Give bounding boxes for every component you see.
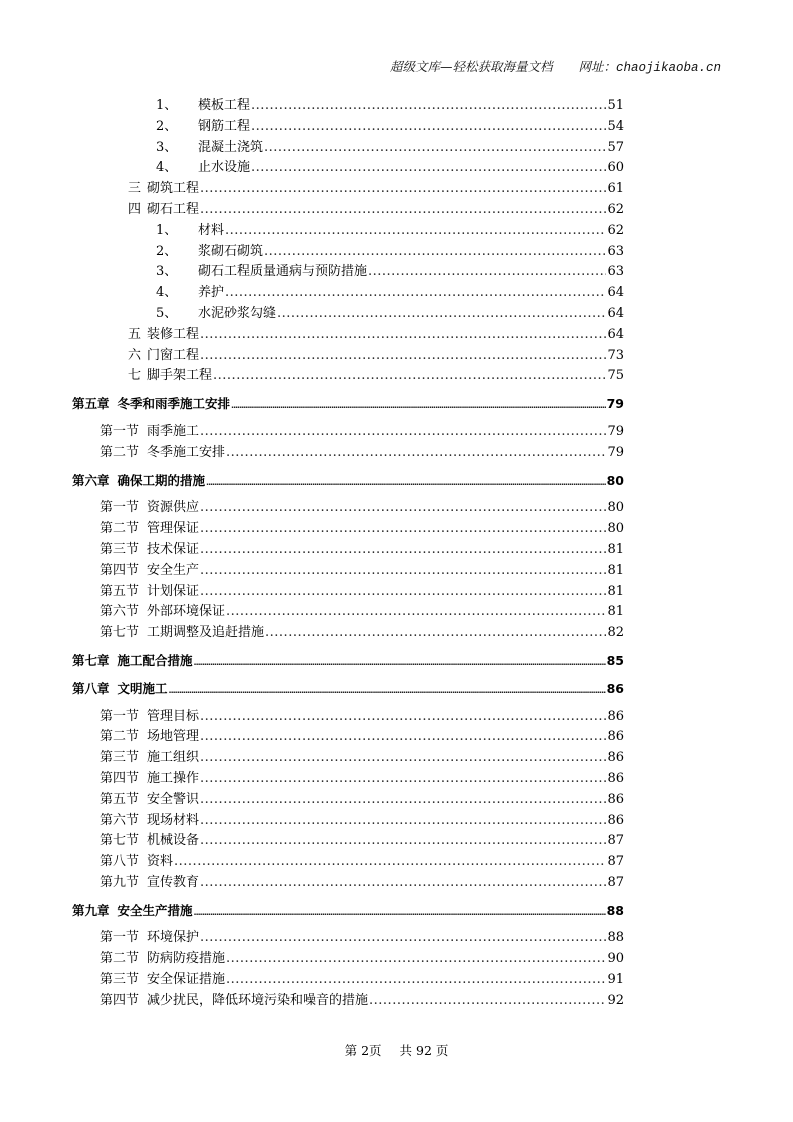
toc-entry-number: 第三节 [100, 972, 140, 988]
toc-entry-number: 第五节 [100, 583, 140, 599]
toc-entry-page: 62 [607, 222, 624, 238]
toc-entry[interactable] [72, 498, 624, 519]
toc-entry-page: 87 [607, 833, 624, 849]
toc-entry-page: 85 [606, 652, 624, 668]
toc-entry-label [156, 158, 250, 179]
toc-entry-title: 模板工程 [198, 98, 251, 113]
dot-leader [200, 498, 606, 519]
dot-leader [251, 158, 606, 179]
toc-entry-number: 第四节 [100, 770, 140, 786]
toc-entry-label [100, 873, 199, 894]
dot-leader [200, 519, 606, 540]
dot-leader [174, 852, 606, 873]
toc-entry-page: 64 [607, 326, 624, 342]
dot-leader [225, 283, 606, 304]
dot-leader [200, 790, 606, 811]
dot-leader [194, 903, 606, 924]
toc-entry-label [156, 138, 263, 159]
toc-entry-title: 宣传教育 [147, 874, 200, 890]
toc-entry-page: 88 [606, 902, 624, 918]
toc-entry-page: 80 [607, 500, 624, 516]
toc-entry-number: 3、 [156, 264, 178, 280]
toc-entry-label [72, 471, 205, 492]
dot-leader [206, 473, 606, 494]
toc-entry-number: 第四节 [100, 992, 140, 1008]
toc-entry-title: 安全生产措施 [117, 902, 193, 918]
toc-entry-title: 砌石工程质量通病与预防措施 [198, 264, 368, 280]
toc-entry-label [100, 790, 199, 811]
toc-entry-label [72, 394, 230, 415]
toc-entry[interactable] [72, 582, 624, 603]
toc-entry-page: 73 [607, 347, 624, 363]
toc-entry[interactable] [72, 158, 624, 179]
toc-entry-page: 81 [607, 541, 624, 557]
dot-leader [194, 653, 606, 674]
toc-entry-page: 82 [607, 625, 624, 641]
toc-entry-label [156, 283, 224, 304]
toc-entry-page: 88 [607, 930, 624, 946]
toc-entry-title: 资源供应 [147, 500, 200, 516]
toc-entry[interactable] [72, 422, 624, 443]
toc-entry[interactable] [72, 602, 624, 623]
dot-leader [200, 325, 606, 346]
current-page: 第 2页 [344, 1043, 382, 1058]
toc-entry-number: 1、 [156, 98, 178, 113]
toc-entry[interactable] [72, 831, 624, 852]
toc-entry-number: 第五章 [72, 396, 110, 412]
toc-entry-title: 材料 [198, 222, 225, 238]
toc-entry[interactable] [72, 928, 624, 949]
toc-entry[interactable] [72, 519, 624, 540]
toc-entry-title: 施工操作 [147, 770, 200, 786]
toc-entry-number: 第六节 [100, 604, 140, 620]
toc-entry-label [100, 970, 225, 991]
page-footer [0, 1041, 793, 1059]
toc-entry-page: 64 [607, 305, 624, 321]
toc-entry[interactable] [72, 790, 624, 811]
toc-entry-label [100, 519, 199, 540]
dot-leader [265, 623, 606, 644]
dot-leader [231, 396, 606, 417]
dot-leader [368, 262, 606, 283]
toc-entry[interactable] [72, 138, 624, 159]
toc-entry[interactable] [72, 221, 624, 242]
toc-entry-label [100, 422, 199, 443]
toc-entry[interactable] [72, 727, 624, 748]
toc-entry-number: 第六节 [100, 812, 140, 828]
toc-entry-title: 砌筑工程 [147, 181, 200, 197]
toc-entry-page: 64 [607, 285, 624, 301]
dot-leader [200, 540, 606, 561]
toc-entry-page: 79 [607, 444, 624, 460]
toc-entry-number: 第一节 [100, 423, 140, 439]
toc-entry-title: 水泥砂浆勾缝 [198, 305, 277, 321]
dot-leader [200, 928, 606, 949]
toc-entry-page: 86 [607, 770, 624, 786]
toc-entry-title: 计划保证 [147, 583, 200, 599]
toc-entry-number: 第五节 [100, 791, 140, 807]
dot-leader [200, 727, 606, 748]
toc-entry-title: 防病防疫措施 [147, 951, 226, 967]
toc-entry-label [72, 901, 193, 922]
toc-entry-label [72, 651, 193, 672]
toc-entry[interactable] [72, 200, 624, 221]
toc-chapter-entry[interactable] [72, 651, 624, 672]
toc-entry-label [100, 928, 199, 949]
toc-entry[interactable] [72, 949, 624, 970]
toc-entry-label [72, 679, 168, 700]
toc-entry-title: 场地管理 [147, 729, 200, 745]
toc-entry-page: 54 [607, 118, 624, 134]
toc-entry-title: 安全保证措施 [147, 972, 226, 988]
toc-entry-number: 第一节 [100, 500, 140, 516]
toc-entry-number: 2、 [156, 118, 178, 134]
toc-entry-title: 冬季施工安排 [147, 444, 226, 460]
toc-entry-number: 第二节 [100, 729, 140, 745]
dot-leader [251, 96, 606, 117]
toc-entry-title: 外部环境保证 [147, 604, 226, 620]
toc-entry-label [128, 366, 212, 387]
toc-entry-number: 5、 [156, 305, 178, 321]
toc-entry-title: 雨季施工 [147, 423, 200, 439]
toc-entry-title: 资料 [147, 854, 174, 870]
toc-entry[interactable] [72, 769, 624, 790]
toc-entry-title: 混凝土浇筑 [198, 139, 264, 155]
header-url[interactable]: 网址：chaojikaoba.cn [578, 61, 721, 75]
toc-entry-title: 技术保证 [147, 541, 200, 557]
toc-entry-page: 90 [607, 951, 624, 967]
toc-entry[interactable] [72, 561, 624, 582]
toc-entry-title: 安全生产 [147, 562, 200, 578]
toc-entry-title: 管理保证 [147, 521, 200, 537]
toc-entry-label [100, 852, 173, 873]
dot-leader [225, 221, 606, 242]
dot-leader [200, 831, 606, 852]
toc-entry-label [100, 443, 225, 464]
toc-entry-label [100, 582, 199, 603]
dot-leader [200, 179, 606, 200]
toc-entry-number: 3、 [156, 139, 178, 155]
toc-entry-page: 62 [607, 201, 624, 217]
toc-entry-page: 81 [607, 604, 624, 620]
toc-entry-label [100, 498, 199, 519]
toc-entry-label [128, 179, 199, 200]
toc-entry[interactable] [72, 283, 624, 304]
toc-entry-number: 第六章 [72, 472, 110, 488]
toc-entry-number: 七 [128, 368, 142, 384]
dot-leader [200, 707, 606, 728]
toc-entry-title: 门窗工程 [147, 347, 200, 363]
toc-entry-label [100, 949, 225, 970]
toc-entry[interactable] [72, 852, 624, 873]
dot-leader [264, 242, 606, 263]
toc-entry-page: 63 [607, 264, 624, 280]
toc-entry-title: 止水设施 [198, 160, 251, 176]
toc-entry-number: 第二节 [100, 444, 140, 460]
toc-chapter-entry[interactable] [72, 901, 624, 922]
dot-leader [226, 602, 606, 623]
dot-leader [200, 582, 606, 603]
toc-entry-page: 80 [606, 472, 624, 488]
toc-entry-page: 63 [607, 243, 624, 259]
toc-entry-page: 86 [607, 812, 624, 828]
toc-entry-label [156, 117, 250, 138]
toc-entry-label [100, 748, 199, 769]
dot-leader [200, 811, 606, 832]
toc-entry-number: 第一节 [100, 930, 140, 946]
dot-leader [226, 970, 606, 991]
toc-entry-label [156, 96, 250, 117]
toc-entry[interactable] [72, 991, 624, 1012]
dot-leader [226, 949, 606, 970]
toc-entry-number: 第一节 [100, 708, 140, 724]
toc-entry-title: 钢筋工程 [198, 118, 251, 134]
dot-leader [200, 748, 606, 769]
toc-entry-title: 工期调整及追赶措施 [147, 625, 265, 641]
dot-leader [169, 681, 606, 702]
toc-entry-number: 第二节 [100, 521, 140, 537]
toc-entry-label [156, 221, 224, 242]
toc-entry-label [100, 769, 199, 790]
toc-entry-page: 87 [607, 874, 624, 890]
toc-entry-label [100, 707, 199, 728]
total-pages: 共 92 页 [399, 1043, 449, 1058]
toc-entry[interactable] [72, 304, 624, 325]
toc-entry-page: 91 [607, 972, 624, 988]
dot-leader [251, 117, 606, 138]
toc-entry[interactable] [72, 970, 624, 991]
toc-entry[interactable] [72, 873, 624, 894]
toc-chapter-entry[interactable] [72, 679, 624, 700]
toc-entry[interactable] [72, 117, 624, 138]
toc-entry-number: 第二节 [100, 951, 140, 967]
dot-leader [200, 873, 606, 894]
dot-leader [200, 561, 606, 582]
page-header [390, 57, 721, 75]
toc-entry-title: 施工配合措施 [117, 652, 193, 668]
toc-entry-label [128, 325, 199, 346]
toc-entry-number: 第九章 [72, 902, 110, 918]
toc-entry-page: 87 [607, 854, 624, 870]
toc-entry-label [100, 602, 225, 623]
toc-chapter-entry[interactable] [72, 394, 624, 415]
toc-entry-title: 施工组织 [147, 750, 200, 766]
toc-entry-label [156, 304, 276, 325]
dot-leader [200, 422, 606, 443]
toc-entry[interactable] [72, 96, 624, 117]
toc-entry-number: 1、 [156, 222, 178, 238]
toc-entry-page: 92 [607, 992, 624, 1008]
toc-entry-label [100, 623, 264, 644]
toc-entry[interactable] [72, 540, 624, 561]
table-of-contents [72, 96, 624, 1012]
toc-entry-page: 81 [607, 583, 624, 599]
toc-entry-number: 第八节 [100, 854, 140, 870]
toc-entry-page: 79 [606, 396, 624, 412]
toc-entry-page: 79 [607, 423, 624, 439]
toc-entry-number: 4、 [156, 160, 178, 176]
toc-entry-title: 文明施工 [117, 680, 168, 696]
dot-leader [200, 769, 606, 790]
toc-entry-label [100, 991, 368, 1012]
toc-entry-number: 第四节 [100, 562, 140, 578]
toc-entry-number: 五 [128, 326, 142, 342]
toc-entry-page: 51 [607, 98, 624, 113]
toc-entry-page: 86 [607, 750, 624, 766]
toc-entry-number: 4、 [156, 285, 178, 301]
dot-leader [264, 138, 606, 159]
toc-entry[interactable] [72, 707, 624, 728]
toc-entry-label [156, 242, 263, 263]
toc-entry-page: 75 [607, 368, 624, 384]
toc-entry-title: 管理目标 [147, 708, 200, 724]
toc-entry-title: 减少扰民，降低环境污染和噪音的措施 [147, 992, 369, 1008]
toc-entry[interactable] [72, 346, 624, 367]
toc-entry-title: 脚手架工程 [147, 368, 213, 384]
toc-entry-number: 第七章 [72, 652, 110, 668]
toc-entry-label [128, 200, 199, 221]
toc-entry-title: 砌石工程 [147, 201, 200, 217]
toc-entry-page: 86 [607, 729, 624, 745]
toc-entry-title: 装修工程 [147, 326, 200, 342]
toc-entry-number: 三 [128, 181, 142, 197]
toc-entry-label [100, 561, 199, 582]
toc-entry-title: 浆砌石砌筑 [198, 243, 264, 259]
toc-entry-title: 冬季和雨季施工安排 [117, 396, 231, 412]
toc-entry[interactable] [72, 623, 624, 644]
toc-entry-title: 养护 [198, 285, 225, 301]
toc-entry-number: 第八章 [72, 680, 110, 696]
dot-leader [277, 304, 606, 325]
dot-leader [213, 366, 606, 387]
toc-entry-label [156, 262, 367, 283]
toc-entry[interactable] [72, 748, 624, 769]
toc-entry-page: 80 [607, 521, 624, 537]
toc-chapter-entry[interactable] [72, 471, 624, 492]
toc-entry-number: 第三节 [100, 541, 140, 557]
toc-entry-page: 60 [607, 160, 624, 176]
toc-entry-label [100, 811, 199, 832]
toc-entry-number: 六 [128, 347, 142, 363]
toc-entry-label [100, 831, 199, 852]
toc-entry-page: 86 [607, 791, 624, 807]
toc-entry-page: 86 [606, 680, 624, 696]
toc-entry-title: 环境保护 [147, 930, 200, 946]
toc-entry[interactable] [72, 179, 624, 200]
toc-entry-number: 第九节 [100, 874, 140, 890]
header-title: 超级文库—轻松获取海量文档 [389, 59, 553, 74]
toc-entry-page: 57 [607, 139, 624, 155]
toc-entry-page: 86 [607, 708, 624, 724]
toc-entry-number: 第七节 [100, 625, 140, 641]
toc-entry-label [100, 540, 199, 561]
toc-entry-label [128, 346, 199, 367]
toc-entry-label [100, 727, 199, 748]
dot-leader [226, 443, 606, 464]
dot-leader [200, 346, 606, 367]
toc-entry-number: 四 [128, 201, 142, 217]
toc-entry[interactable] [72, 443, 624, 464]
toc-entry-title: 机械设备 [147, 833, 200, 849]
toc-entry[interactable] [72, 262, 624, 283]
toc-entry-page: 61 [607, 181, 624, 197]
toc-entry-number: 第七节 [100, 833, 140, 849]
toc-entry-title: 确保工期的措施 [117, 472, 206, 488]
toc-entry[interactable] [72, 811, 624, 832]
dot-leader [200, 200, 606, 221]
dot-leader [369, 991, 606, 1012]
toc-entry-number: 第三节 [100, 750, 140, 766]
toc-entry-page: 81 [607, 562, 624, 578]
toc-entry[interactable] [72, 242, 624, 263]
toc-entry[interactable] [72, 366, 624, 387]
toc-entry-title: 现场材料 [147, 812, 200, 828]
toc-entry-number: 2、 [156, 243, 178, 259]
toc-entry-title: 安全警识 [147, 791, 200, 807]
toc-entry[interactable] [72, 325, 624, 346]
